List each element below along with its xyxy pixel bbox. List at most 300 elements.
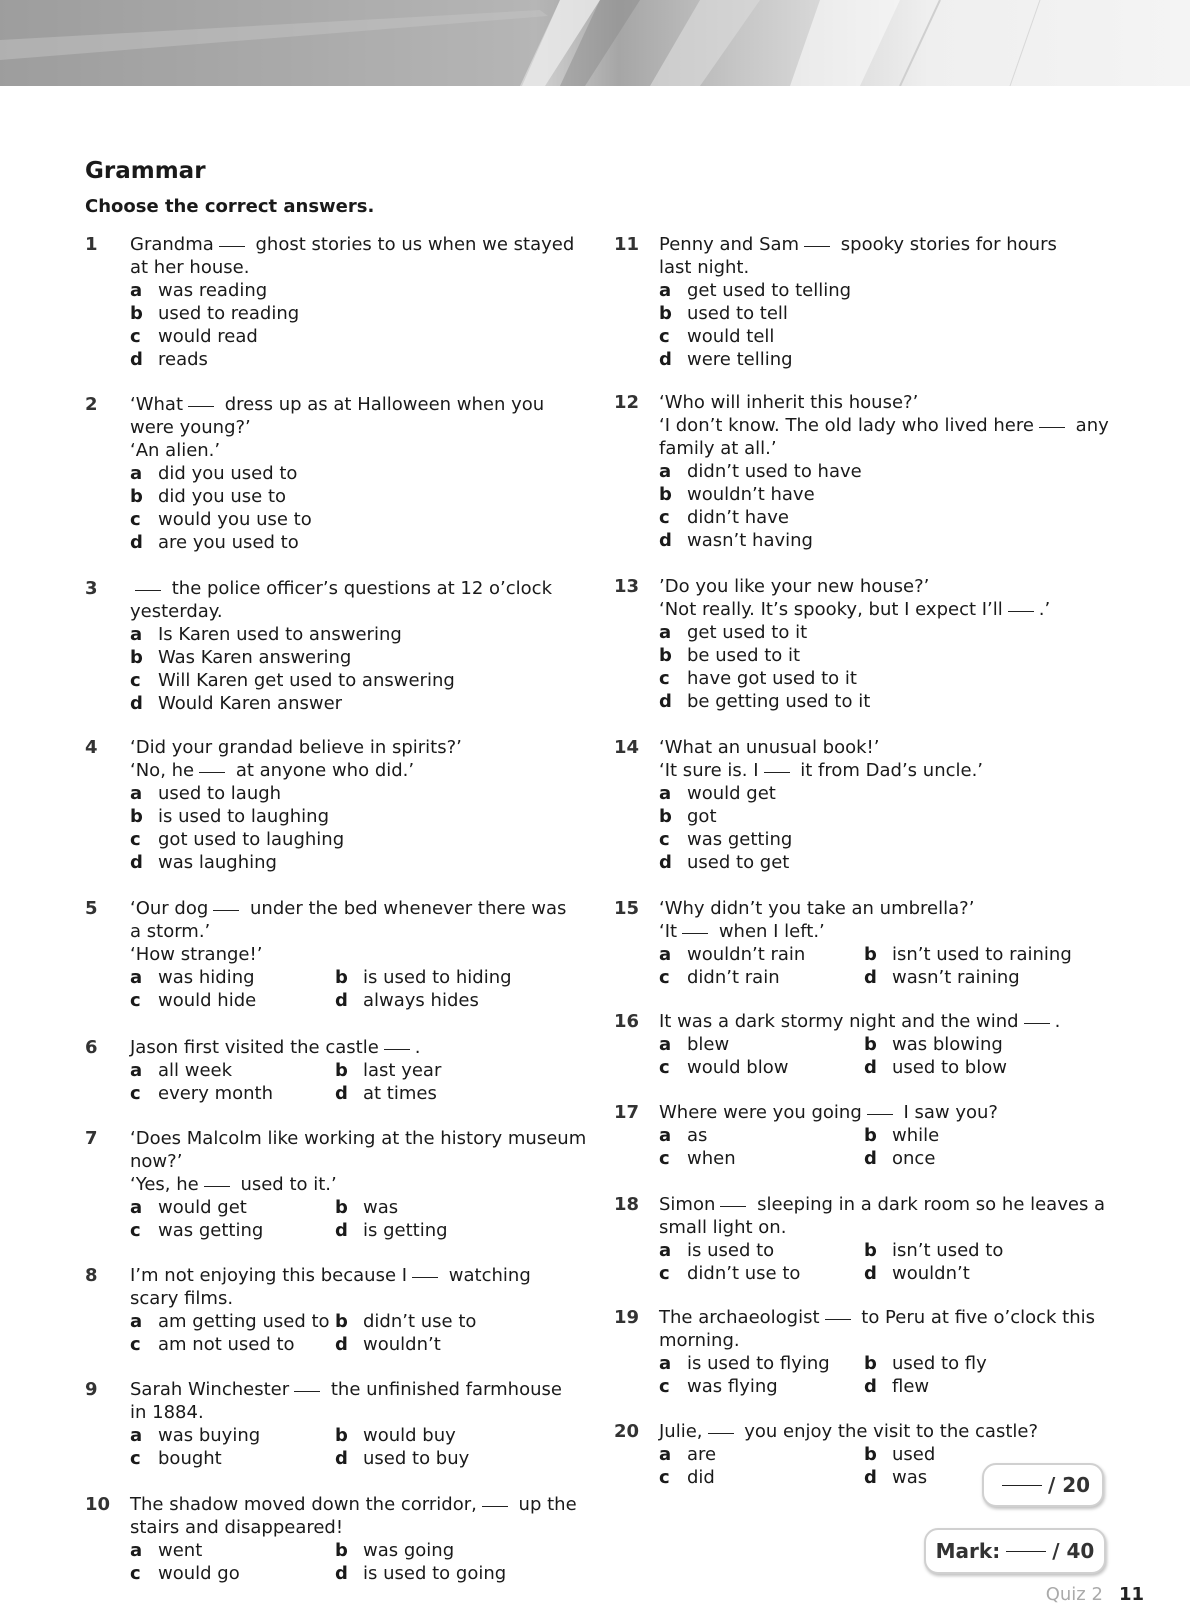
stem-text: ‘Why didn’t you take an umbrella?’	[659, 898, 975, 919]
stem-text: ‘Did your grandad believe in spirits?’	[130, 737, 462, 758]
option-letter: c	[659, 1057, 670, 1078]
option-letter: b	[659, 484, 672, 505]
answer-gap	[412, 1277, 438, 1278]
option-d[interactable]	[335, 1562, 506, 1585]
stem-line	[130, 1401, 562, 1424]
option-text: wouldn’t have	[687, 484, 815, 505]
option-c[interactable]	[130, 325, 258, 348]
option-letter: b	[864, 1240, 877, 1261]
option-d[interactable]	[864, 1147, 935, 1170]
option-d[interactable]	[335, 1447, 469, 1470]
option-letter: b	[335, 1540, 348, 1561]
stem-text: ghost stories to us when we stayed	[249, 234, 575, 255]
option-c[interactable]	[130, 669, 455, 692]
stem-line	[659, 736, 983, 759]
option-c[interactable]	[659, 1375, 778, 1398]
option-text: have got used to it	[687, 668, 857, 689]
option-letter: d	[130, 852, 143, 873]
stem-text: The shadow moved down the corridor,	[130, 1494, 477, 1515]
option-b[interactable]	[335, 1310, 476, 1333]
question-stem	[659, 1101, 998, 1124]
option-letter: a	[659, 1125, 672, 1146]
option-letter: d	[864, 1057, 877, 1078]
option-d[interactable]	[864, 1262, 970, 1285]
option-letter: d	[130, 693, 143, 714]
option-text: was going	[363, 1540, 455, 1561]
option-a[interactable]	[130, 782, 281, 805]
option-a[interactable]	[659, 621, 807, 644]
option-c[interactable]	[130, 1562, 240, 1585]
option-text: wouldn’t	[363, 1334, 441, 1355]
stem-text: morning.	[659, 1330, 740, 1351]
option-letter: c	[659, 1467, 670, 1488]
option-text: would you use to	[158, 509, 312, 530]
instruction: Choose the correct answers.	[85, 196, 375, 217]
stem-text: family at all.’	[659, 438, 777, 459]
option-b[interactable]	[335, 1424, 456, 1447]
option-letter: a	[659, 1240, 672, 1261]
option-text: am getting used to	[158, 1311, 330, 1332]
stem-line	[659, 256, 1057, 279]
option-c[interactable]	[659, 1262, 800, 1285]
option-b[interactable]	[130, 805, 329, 828]
stem-text: Simon	[659, 1194, 716, 1215]
stem-text: when I left.’	[713, 921, 825, 942]
stem-text: sleeping in a dark room so he leaves a	[751, 1194, 1106, 1215]
answer-gap	[213, 910, 239, 911]
option-letter: a	[130, 280, 143, 301]
stem-text: .	[414, 1037, 421, 1058]
option-letter: c	[130, 1563, 141, 1584]
question-number: 8	[85, 1265, 98, 1286]
option-letter: c	[130, 1083, 141, 1104]
question-stem	[130, 393, 544, 462]
option-text: got	[687, 806, 717, 827]
option-d[interactable]	[130, 531, 299, 554]
option-text: wouldn’t rain	[687, 944, 806, 965]
option-letter: b	[864, 1444, 877, 1465]
stem-line	[659, 233, 1057, 256]
question-number: 6	[85, 1037, 98, 1058]
option-letter: c	[659, 326, 670, 347]
option-text: did you used to	[158, 463, 298, 484]
option-letter: c	[659, 967, 670, 988]
option-text: would get	[687, 783, 776, 804]
stem-line	[130, 736, 462, 759]
option-letter: d	[864, 967, 877, 988]
option-letter: d	[130, 349, 143, 370]
option-letter: d	[864, 1148, 877, 1169]
option-text: would hide	[158, 990, 257, 1011]
option-letter: d	[659, 852, 672, 873]
option-d[interactable]	[864, 966, 1020, 989]
option-text: was	[892, 1467, 928, 1488]
option-b[interactable]	[335, 1539, 454, 1562]
option-text: are	[687, 1444, 717, 1465]
option-letter: c	[130, 829, 141, 850]
stem-line	[130, 439, 544, 462]
question-stem	[659, 391, 1109, 460]
option-letter: a	[659, 944, 672, 965]
option-text: used to fly	[892, 1353, 987, 1374]
stem-text: ‘What	[130, 394, 184, 415]
option-letter: a	[130, 1197, 143, 1218]
option-a[interactable]	[130, 279, 267, 302]
option-c[interactable]	[130, 828, 344, 851]
option-text: would get	[158, 1197, 247, 1218]
question-stem	[659, 897, 974, 943]
stem-text: up the	[512, 1494, 577, 1515]
question-number: 15	[614, 898, 640, 919]
option-letter: c	[130, 1448, 141, 1469]
option-a[interactable]	[130, 966, 255, 989]
section-score-total: / 20	[1047, 1473, 1091, 1497]
option-letter: b	[130, 806, 143, 827]
option-text: was	[363, 1197, 399, 1218]
option-letter: d	[335, 1334, 348, 1355]
option-text: Was Karen answering	[158, 647, 352, 668]
option-text: Is Karen used to answering	[158, 624, 402, 645]
option-d[interactable]	[659, 690, 870, 713]
option-c[interactable]	[130, 508, 312, 531]
option-d[interactable]	[335, 1082, 437, 1105]
option-letter: a	[659, 280, 672, 301]
option-d[interactable]	[659, 529, 813, 552]
stem-text: last night.	[659, 257, 750, 278]
option-d[interactable]	[335, 1219, 448, 1242]
option-text: Will Karen get used to answering	[158, 670, 455, 691]
option-d[interactable]	[659, 851, 789, 874]
option-text: once	[892, 1148, 936, 1169]
question-stem	[130, 1378, 562, 1424]
answer-gap	[867, 1114, 893, 1115]
option-c[interactable]	[130, 1082, 273, 1105]
option-text: was getting	[158, 1220, 264, 1241]
option-b[interactable]	[864, 1239, 1003, 1262]
option-c[interactable]	[130, 1219, 263, 1242]
stem-line	[659, 1420, 1038, 1443]
option-letter: d	[659, 349, 672, 370]
option-text: be used to it	[687, 645, 801, 666]
question-number: 3	[85, 578, 98, 599]
option-text: was hiding	[158, 967, 255, 988]
ceiling-photo-graphic	[0, 0, 1190, 86]
option-letter: a	[130, 1311, 143, 1332]
question-number: 4	[85, 737, 98, 758]
stem-line	[659, 414, 1109, 437]
stem-text: the police officer’s questions at 12 o’clock	[166, 578, 552, 599]
stem-line	[130, 600, 552, 623]
option-a[interactable]	[659, 1443, 716, 1466]
question-stem	[130, 897, 566, 966]
stem-text: watching	[443, 1265, 531, 1286]
stem-line	[130, 1150, 586, 1173]
question-number: 20	[614, 1421, 640, 1442]
option-d[interactable]	[130, 851, 277, 874]
option-c[interactable]	[659, 506, 789, 529]
question-number: 7	[85, 1128, 98, 1149]
option-text: did	[687, 1467, 715, 1488]
option-b[interactable]	[335, 1059, 441, 1082]
stem-text: at anyone who did.’	[230, 760, 415, 781]
option-text: didn’t use to	[687, 1263, 801, 1284]
option-c[interactable]	[659, 667, 857, 690]
option-text: always hides	[363, 990, 479, 1011]
option-c[interactable]	[659, 1056, 788, 1079]
option-text: blew	[687, 1034, 730, 1055]
stem-line	[659, 437, 1109, 460]
answer-gap	[219, 246, 245, 247]
quiz-label: Quiz 2	[1045, 1584, 1103, 1605]
stem-text: .	[1054, 1011, 1061, 1032]
page-number: 11	[1118, 1584, 1144, 1605]
option-text: would go	[158, 1563, 240, 1584]
question-number: 13	[614, 576, 640, 597]
option-letter: c	[659, 829, 670, 850]
question-stem	[659, 1420, 1038, 1443]
option-letter: b	[130, 486, 143, 507]
option-a[interactable]	[659, 1352, 830, 1375]
option-letter: c	[659, 507, 670, 528]
option-b[interactable]	[864, 1443, 935, 1466]
stem-text: Grandma	[130, 234, 214, 255]
question-number: 17	[614, 1102, 640, 1123]
option-text: at times	[363, 1083, 437, 1104]
question-number: 14	[614, 737, 640, 758]
option-letter: b	[335, 1060, 348, 1081]
option-d[interactable]	[864, 1466, 927, 1489]
option-a[interactable]	[659, 943, 805, 966]
option-a[interactable]	[659, 1239, 774, 1262]
option-text: is used to hiding	[363, 967, 512, 988]
option-letter: a	[659, 1353, 672, 1374]
option-letter: d	[335, 990, 348, 1011]
option-d[interactable]	[335, 1333, 441, 1356]
stem-line	[659, 598, 1050, 621]
stem-text: I saw you?	[897, 1102, 998, 1123]
score-blank	[1002, 1485, 1042, 1486]
option-text: used	[892, 1444, 936, 1465]
option-b[interactable]	[864, 1124, 939, 1147]
stem-text: Julie,	[659, 1421, 703, 1442]
option-text: is used to going	[363, 1563, 507, 1584]
option-d[interactable]	[130, 348, 208, 371]
answer-gap	[764, 772, 790, 773]
answer-gap	[825, 1319, 851, 1320]
option-text: was reading	[158, 280, 268, 301]
question-stem	[130, 1264, 531, 1310]
option-text: get used to it	[687, 622, 808, 643]
option-a[interactable]	[130, 1310, 330, 1333]
stem-text: Where were you going	[659, 1102, 862, 1123]
option-text: used to buy	[363, 1448, 470, 1469]
stem-text: ‘Not really. It’s spooky, but I expect I’ll	[659, 599, 1003, 620]
option-d[interactable]	[130, 692, 342, 715]
answer-gap	[1008, 611, 1034, 612]
option-a[interactable]	[130, 1196, 247, 1219]
stem-text: ‘Our dog	[130, 898, 209, 919]
option-letter: b	[864, 1034, 877, 1055]
option-text: as	[687, 1125, 708, 1146]
stem-text: ‘No, he	[130, 760, 195, 781]
option-c[interactable]	[659, 966, 780, 989]
option-b[interactable]	[130, 646, 351, 669]
option-letter: d	[335, 1448, 348, 1469]
option-d[interactable]	[864, 1375, 929, 1398]
mark-box	[924, 1528, 1106, 1574]
stem-text: ‘Yes, he	[130, 1174, 199, 1195]
option-a[interactable]	[659, 1033, 729, 1056]
option-text: flew	[892, 1376, 930, 1397]
stem-text: ‘How strange!’	[130, 944, 263, 965]
stem-line	[130, 577, 552, 600]
option-a[interactable]	[130, 1539, 202, 1562]
option-letter: a	[130, 1540, 143, 1561]
page-footer	[1046, 1584, 1144, 1605]
option-text: isn’t used to	[892, 1240, 1004, 1261]
stem-line	[659, 391, 1109, 414]
option-text: didn’t have	[687, 507, 789, 528]
option-letter: b	[130, 303, 143, 324]
option-text: isn’t used to raining	[892, 944, 1072, 965]
stem-line	[130, 1127, 586, 1150]
option-c[interactable]	[659, 1466, 715, 1489]
option-b[interactable]	[659, 483, 815, 506]
option-b[interactable]	[864, 1352, 987, 1375]
option-b[interactable]	[335, 1196, 398, 1219]
option-b[interactable]	[335, 966, 512, 989]
stem-line	[130, 1264, 531, 1287]
option-text: while	[892, 1125, 940, 1146]
option-c[interactable]	[659, 1147, 736, 1170]
answer-gap	[204, 1186, 230, 1187]
option-text: is used to laughing	[158, 806, 330, 827]
option-letter: c	[130, 1334, 141, 1355]
stem-text: .’	[1038, 599, 1051, 620]
stem-line	[659, 1306, 1095, 1329]
stem-line	[130, 1036, 421, 1059]
answer-gap	[720, 1206, 746, 1207]
option-letter: a	[130, 967, 143, 988]
option-text: would tell	[687, 326, 775, 347]
stem-line	[130, 1516, 577, 1539]
option-letter: d	[659, 691, 672, 712]
option-letter: b	[335, 1197, 348, 1218]
question-number: 11	[614, 234, 640, 255]
option-c[interactable]	[130, 1447, 222, 1470]
question-stem	[130, 736, 462, 782]
option-letter: b	[864, 1353, 877, 1374]
option-b[interactable]	[659, 805, 717, 828]
option-letter: b	[659, 645, 672, 666]
option-letter: d	[864, 1263, 877, 1284]
option-text: bought	[158, 1448, 222, 1469]
stem-line	[659, 920, 974, 943]
option-letter: b	[335, 1311, 348, 1332]
option-d[interactable]	[864, 1056, 1007, 1079]
option-a[interactable]	[659, 782, 776, 805]
option-a[interactable]	[130, 623, 402, 646]
option-letter: d	[659, 530, 672, 551]
question-stem	[130, 577, 552, 623]
stem-line	[659, 1329, 1095, 1352]
option-a[interactable]	[130, 1059, 232, 1082]
stem-line	[130, 393, 544, 416]
option-d[interactable]	[335, 989, 479, 1012]
option-d[interactable]	[659, 348, 793, 371]
option-b[interactable]	[864, 1033, 1003, 1056]
stem-text: to Peru at five o’clock this	[855, 1307, 1096, 1328]
stem-text: a storm.’	[130, 921, 211, 942]
question-stem	[130, 1127, 586, 1196]
answer-gap	[294, 1391, 320, 1392]
option-a[interactable]	[659, 1124, 707, 1147]
option-text: used to tell	[687, 303, 788, 324]
option-b[interactable]	[130, 302, 299, 325]
stem-text: you enjoy the visit to the castle?	[738, 1421, 1039, 1442]
option-text: be getting used to it	[687, 691, 871, 712]
section-title: Grammar	[85, 158, 206, 184]
option-text: am not used to	[158, 1334, 295, 1355]
option-letter: a	[130, 1425, 143, 1446]
question-stem	[659, 736, 983, 782]
question-number: 2	[85, 394, 98, 415]
stem-text: in 1884.	[130, 1402, 204, 1423]
option-a[interactable]	[659, 279, 851, 302]
stem-line	[130, 1287, 531, 1310]
stem-text: Sarah Winchester	[130, 1379, 290, 1400]
option-c[interactable]	[130, 1333, 295, 1356]
option-text: would read	[158, 326, 258, 347]
stem-text: at her house.	[130, 257, 250, 278]
option-letter: c	[130, 1220, 141, 1241]
stem-text: now?’	[130, 1151, 183, 1172]
option-letter: d	[335, 1220, 348, 1241]
option-text: reads	[158, 349, 208, 370]
option-text: was blowing	[892, 1034, 1003, 1055]
option-a[interactable]	[130, 1424, 260, 1447]
option-letter: a	[130, 463, 143, 484]
question-number: 19	[614, 1307, 640, 1328]
stem-line	[130, 943, 566, 966]
option-c[interactable]	[659, 828, 792, 851]
option-b[interactable]	[130, 485, 286, 508]
stem-text: ‘An alien.’	[130, 440, 221, 461]
stem-line	[659, 1216, 1105, 1239]
question-stem	[130, 1493, 577, 1539]
answer-gap	[682, 933, 708, 934]
stem-text: ‘It sure is. I	[659, 760, 759, 781]
option-letter: b	[864, 1125, 877, 1146]
stem-text: ‘Who will inherit this house?’	[659, 392, 919, 413]
option-b[interactable]	[659, 302, 788, 325]
option-letter: d	[130, 532, 143, 553]
option-text: got used to laughing	[158, 829, 345, 850]
option-b[interactable]	[659, 644, 800, 667]
option-text: wasn’t raining	[892, 967, 1020, 988]
stem-line	[130, 920, 566, 943]
question-number: 12	[614, 392, 640, 413]
option-text: didn’t rain	[687, 967, 780, 988]
option-letter: c	[130, 670, 141, 691]
option-a[interactable]	[130, 462, 297, 485]
stem-text: Jason first visited the castle	[130, 1037, 379, 1058]
option-a[interactable]	[659, 460, 862, 483]
option-c[interactable]	[130, 989, 256, 1012]
option-c[interactable]	[659, 325, 774, 348]
option-b[interactable]	[864, 943, 1072, 966]
option-text: used to laugh	[158, 783, 282, 804]
